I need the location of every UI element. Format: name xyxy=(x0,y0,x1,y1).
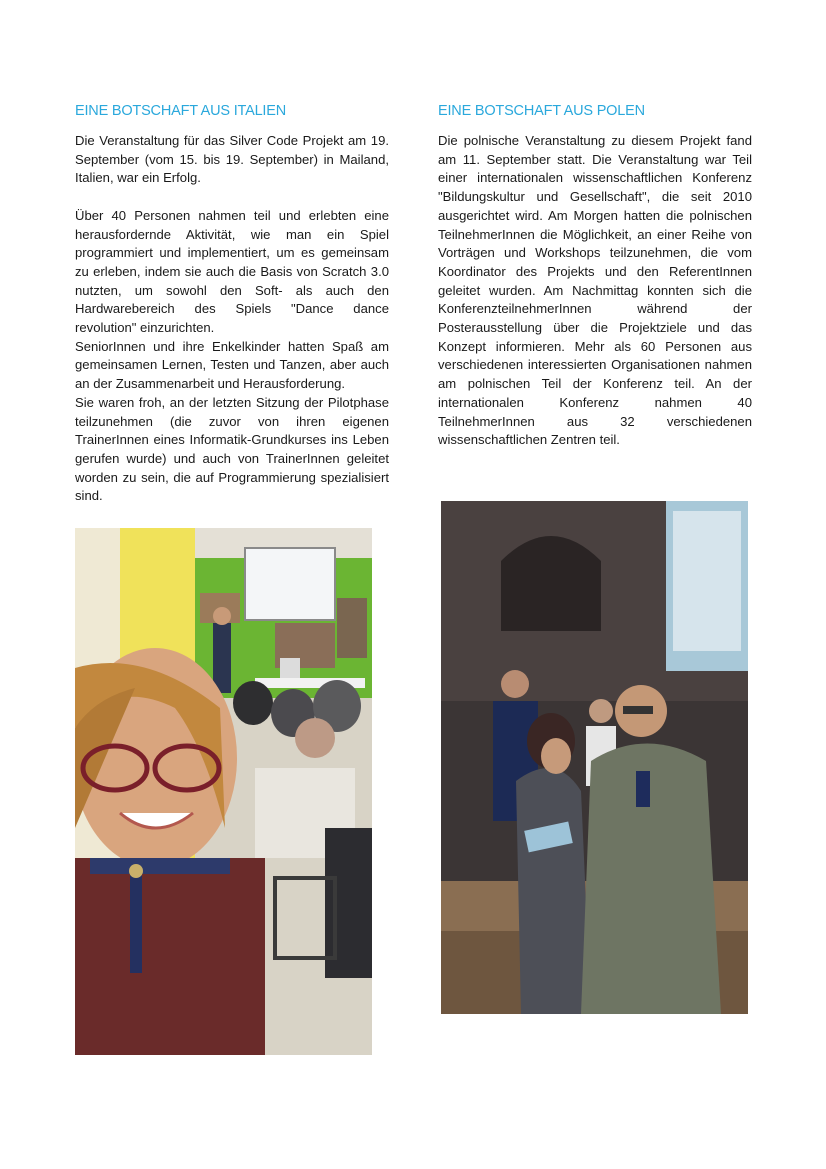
poland-event-photo xyxy=(441,501,748,1014)
italy-photo-illustration xyxy=(75,528,372,1055)
poland-section xyxy=(438,100,752,450)
italy-paragraph-4: Sie waren froh, an der letzten Sitzung der Pilotphase teilzunehmen (die zuvor von ihren eigenen TrainerInnen eines Informatik-Grundkurses ins Leben gerufen wurde) und auch von TrainerInnen geleitet worden zu sein, die auf Programmierung spezialisiert sind. xyxy=(75,394,389,504)
italy-heading: EINE BOTSCHAFT AUS ITALIEN xyxy=(75,103,287,119)
italy-paragraph-2: Über 40 Personen nahmen teil und erlebten eine herausfordernde Aktivität, wie man ein Spiel programmiert und implementiert, um es gemeinsam zu erleben, indem sie auch die Basis von Scratch 3.0 nutzten, um sowohl den Soft- als auch den Hardwarebereich des Spiels "Dance dance revolution" einzurichten. xyxy=(75,207,389,336)
italy-paragraph-3: SeniorInnen und ihre Enkelkinder hatten Spaß am gemeinsamen Lernen, Testen und Tanzen, aber auch an der Zusammenarbeit und Herausforderung. xyxy=(75,338,389,392)
poland-photo-illustration xyxy=(441,501,748,1014)
poland-heading: EINE BOTSCHAFT AUS POLEN xyxy=(438,103,645,119)
italy-section xyxy=(75,100,389,506)
italy-paragraph-1: Die Veranstaltung für das Silver Code Projekt am 19. September (vom 15. bis 19. September) in Mailand, Italien, war ein Erfolg. xyxy=(75,133,389,186)
italy-event-photo xyxy=(75,528,372,1055)
paragraph-gap xyxy=(75,188,389,207)
poland-paragraph-1: Die polnische Veranstaltung zu diesem Projekt fand am 11. September statt. Die Veranstaltung war Teil einer internationalen wissenschaftlichen Konferenz "Bildungskultur und Gesellschaft", die seit 2010 ausgerichtet wird. Am Morgen hatten die polnischen TeilnehmerInnen die Möglichkeit, an einer Reihe von Vorträgen und Workshops teilzunehmen, die vom Koordinator des Projekts und den ReferentInnen geleitet wurden. Am Nachmittag konnten sich die KonferenzteilnehmerInnen während der Posterausstellung über die Projektziele und das Konzept informieren. Mehr als 60 Personen aus verschiedenen interessierten Organisationen nahmen am polnischen Teil der Konferenz teil. An der internationalen Konferenz nahmen 40 TeilnehmerInnen aus 32 verschiedenen wissenschaftlichen Zentren teil. xyxy=(438,133,752,448)
